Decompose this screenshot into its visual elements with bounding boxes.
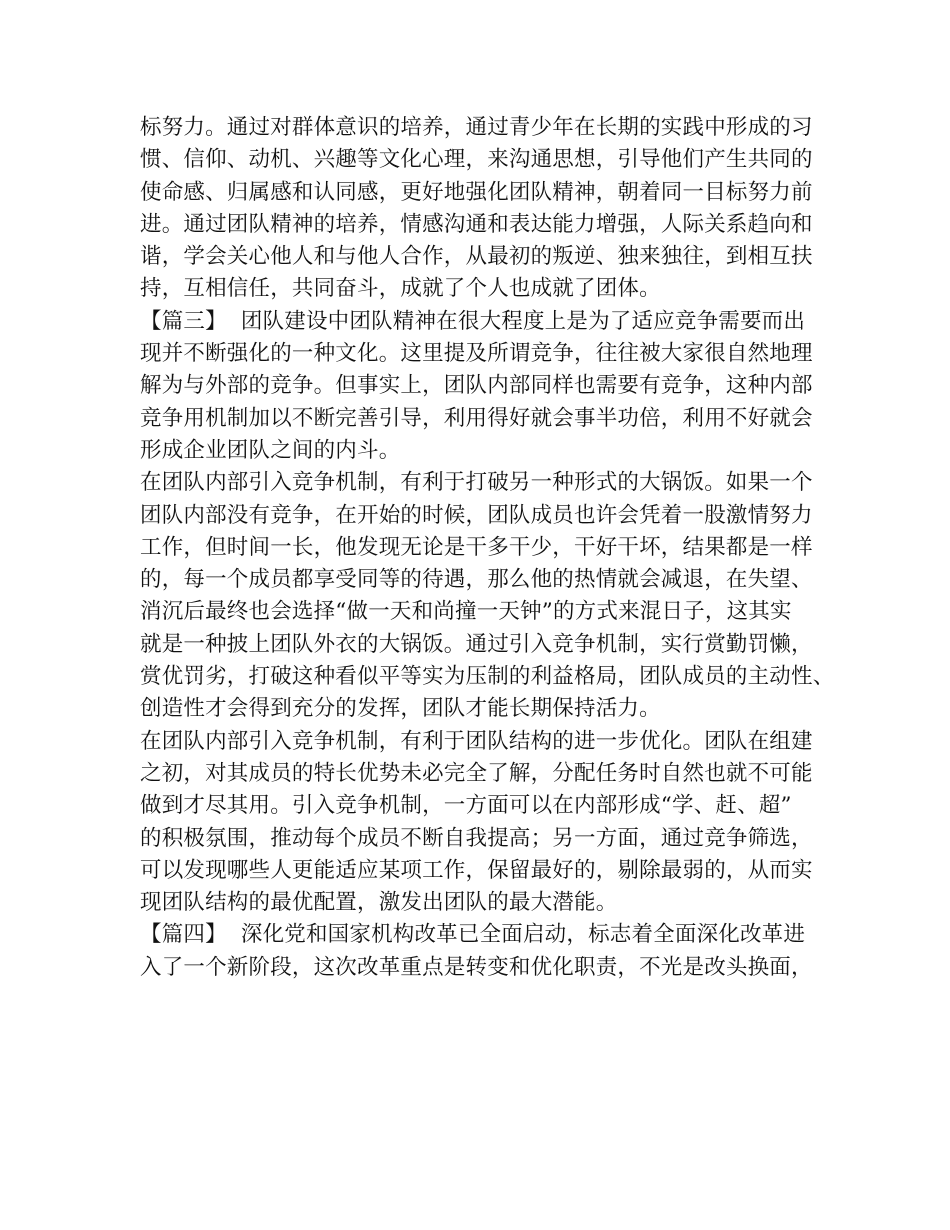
- text-line: 现并不断强化的一种文化。这里提及所谓竞争，往往被大家很自然地理: [140, 341, 813, 367]
- text-line: 进。通过团队精神的培养，情感沟通和表达能力增强，人际关系趋向和: [140, 211, 813, 237]
- text-line: 团队内部没有竞争，在开始的时候，团队成员也许会凭着一股激情努力: [140, 502, 813, 528]
- text-line: 赏优罚劣，打破这种看似平等实为压制的利益格局，团队成员的主动性、: [140, 664, 835, 690]
- text-line: 在团队内部引入竞争机制，有利于团队结构的进一步优化。团队在组建: [140, 728, 813, 754]
- text-line: 谐，学会关心他人和与他人合作，从最初的叛逆、独来独往，到相互扶: [140, 244, 813, 270]
- text-line: 持，互相信任，共同奋斗，成就了个人也成就了团体。: [140, 276, 661, 302]
- document-body: [140, 112, 835, 984]
- text-line: 的积极氛围，推动每个成员不断自我提高；另一方面，通过竞争筛选，: [140, 825, 813, 851]
- text-line: 之初，对其成员的特长优势未必完全了解，分配任务时自然也就不可能: [140, 760, 813, 786]
- text-line: 使命感、归属感和认同感，更好地强化团队精神，朝着同一目标努力前: [140, 179, 813, 205]
- section-heading-line: 【篇四】 深化党和国家机构改革已全面启动，标志着全面深化改革进: [140, 922, 806, 948]
- text-line: 做到才尽其用。引入竞争机制，一方面可以在内部形成“学、赶、超”: [140, 793, 792, 819]
- text-line: 形成企业团队之间的内斗。: [140, 437, 401, 463]
- text-line: 竞争用机制加以不断完善引导，利用得好就会事半功倍，利用不好就会: [140, 405, 813, 431]
- text-line: 在团队内部引入竞争机制，有利于打破另一种形式的大锅饭。如果一个: [140, 470, 813, 496]
- text-line: 消沉后最终也会选择“做一天和尚撞一天钟”的方式来混日子，这其实: [140, 599, 792, 625]
- section-heading-line: 【篇三】 团队建设中团队精神在很大程度上是为了适应竞争需要而出: [140, 308, 806, 334]
- text-line: 的，每一个成员都享受同等的待遇，那么他的热情就会减退，在失望、: [140, 567, 813, 593]
- text-line: 解为与外部的竞争。但事实上，团队内部同样也需要有竞争，这种内部: [140, 373, 813, 399]
- text-line: 现团队结构的最优配置，激发出团队的最大潜能。: [140, 890, 618, 916]
- text-line: 创造性才会得到充分的发挥，团队才能长期保持活力。: [140, 696, 661, 722]
- text-line: 惯、信仰、动机、兴趣等文化心理，来沟通思想，引导他们产生共同的: [140, 147, 813, 173]
- text-line: 就是一种披上团队外衣的大锅饭。通过引入竞争机制，实行赏勤罚懒，: [140, 631, 813, 657]
- text-line: 标努力。通过对群体意识的培养，通过青少年在长期的实践中形成的习: [140, 115, 813, 140]
- text-line: 工作，但时间一长，他发现无论是干多干少，干好干坏，结果都是一样: [140, 534, 813, 560]
- text-line: 可以发现哪些人更能适应某项工作，保留最好的，剔除最弱的，从而实: [140, 857, 813, 883]
- text-line: 入了一个新阶段，这次改革重点是转变和优化职责，不光是改头换面，: [140, 954, 813, 980]
